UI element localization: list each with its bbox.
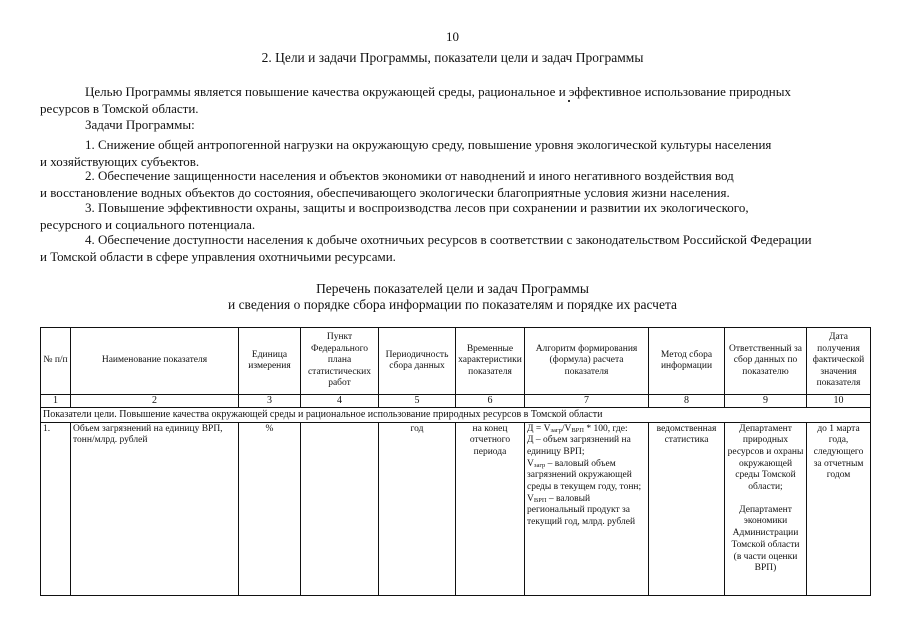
table-row (41, 422, 871, 595)
plan-item (301, 422, 379, 595)
column-number: 4 (301, 395, 379, 408)
task-4-line-2: и Томской области в сфере управления охотничьими ресурсами. (40, 248, 396, 264)
formula-definition: $V_{загр}$ – валовый объем загрязнений окружающей среды в текущем году, тонн; (527, 458, 642, 493)
task-3-line-2: ресурсного и социального потенциала. (40, 216, 256, 232)
task-1-line-1: 1. Снижение общей антропогенной нагрузки на окружающую среду, повышение уровня экологической культуры населения (85, 137, 772, 152)
page-number: 10 (446, 29, 459, 44)
indicator-name: Объем загрязнений на единицу ВРП, тонн/млрд. рублей (71, 422, 239, 595)
formula-line: $Д = V_{загр}/V_{ВРП} * 100$, где: (527, 423, 628, 434)
header-cell: Наименование показателя (71, 328, 239, 395)
section-title: 2. Цели и задачи Программы, показатели цели и задач Программы (261, 50, 644, 65)
table-title-line-2: и сведения о порядке сбора информации по показателям и порядке их расчета (227, 297, 678, 312)
column-number: 10 (807, 395, 871, 408)
receipt-date: до 1 марта года, следующего за отчетным годом (807, 422, 871, 595)
group-row (41, 407, 871, 422)
task-2-line-2: и восстановление водных объектов до состояния, обеспечивающего экологически благоприятные условия жизни населения. (40, 184, 730, 200)
table-header-row (41, 328, 871, 395)
header-cell: Дата получения фактической значения показателя (807, 328, 871, 395)
formula-definition: Д – объем загрязнений на единицу ВРП; (527, 435, 631, 457)
indicator-unit: % (239, 422, 301, 595)
header-cell: Периодичность сбора данных (379, 328, 456, 395)
column-number: 7 (525, 395, 649, 408)
header-cell: Временные характеристики показателя (456, 328, 525, 395)
task-2 (40, 168, 872, 201)
column-number: 3 (239, 395, 301, 408)
column-number-row (41, 395, 871, 408)
speck (568, 100, 570, 102)
formula-cell (525, 422, 649, 595)
column-number: 9 (725, 395, 807, 408)
table-title-line-1: Перечень показателей цели и задач Программы (316, 281, 589, 296)
responsible-1: Департамент природных ресурсов и охраны окружающей среды Томской области; (727, 423, 804, 493)
group-title: Показатели цели. Повышение качества окружающей среды и рациональное использование природных ресурсов в Томской области (41, 407, 871, 422)
responsible-2: Департамент экономики Администрации Томской области (в части оценки ВРП) (731, 504, 800, 574)
task-4 (40, 232, 872, 265)
column-number: 2 (71, 395, 239, 408)
header-cell: Метод сбора информации (649, 328, 725, 395)
header-cell: Ответственный за сбор данных по показателю (725, 328, 807, 395)
time-characteristic: на конец отчетного периода (456, 422, 525, 595)
goal-paragraph (40, 84, 872, 134)
row-number: 1. (41, 422, 71, 595)
collection-method: ведомственная статистика (649, 422, 725, 595)
goal-line-2: ресурсов в Томской области. (40, 100, 199, 116)
column-number: 6 (456, 395, 525, 408)
task-1 (40, 137, 872, 170)
formula-definition: $V_{ВРП}$ – валовый региональный продукт за текущий год, млрд. рублей (527, 493, 636, 528)
task-2-line-1: 2. Обеспечение защищенности населения и объектов экономики от наводнений и иного негативного воздействия вод (85, 168, 734, 183)
responsible-cell (725, 422, 807, 595)
header-cell: № п/п (41, 328, 71, 395)
column-number: 8 (649, 395, 725, 408)
header-cell: Пункт Федерального плана статистических работ (301, 328, 379, 395)
tasks-heading: Задачи Программы: (85, 117, 195, 132)
goal-line-1: Целью Программы является повышение качества окружающей среды, рациональное и эффективное использование природных (85, 84, 791, 99)
indicators-table (40, 327, 871, 596)
periodicity: год (379, 422, 456, 595)
column-number: 1 (41, 395, 71, 408)
task-1-line-2: и хозяйствующих субъектов. (40, 153, 200, 169)
table-title (0, 281, 905, 313)
task-3 (40, 200, 872, 233)
column-number: 5 (379, 395, 456, 408)
task-3-line-1: 3. Повышение эффективности охраны, защиты и воспроизводства лесов при сохранении и развитии их экологического, (85, 200, 749, 215)
header-cell: Алгоритм формирования (формула) расчета показателя (525, 328, 649, 395)
header-cell: Единица измерения (239, 328, 301, 395)
task-4-line-1: 4. Обеспечение доступности населения к добыче охотничьих ресурсов в соответствии с законодательством Российской Федерации (85, 232, 812, 247)
